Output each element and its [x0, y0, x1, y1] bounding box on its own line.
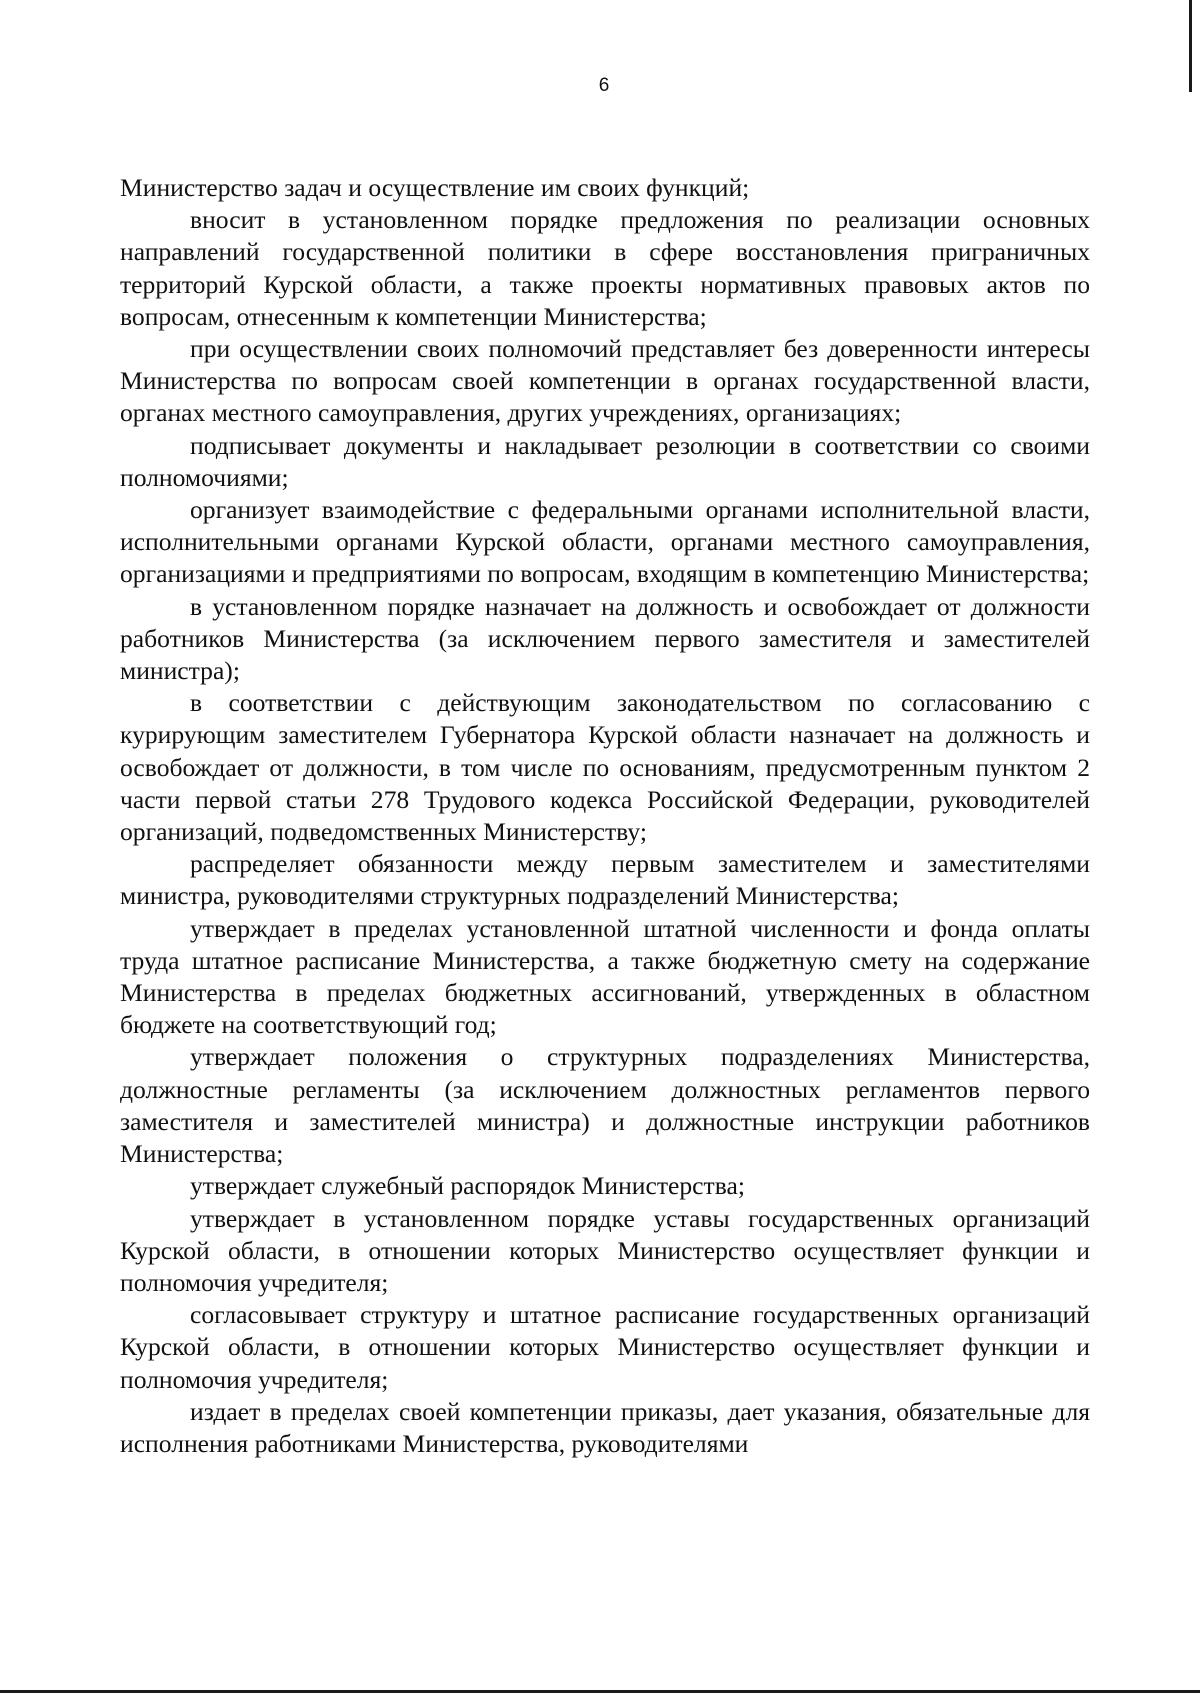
paragraph: утверждает положения о структурных подразделениях Министерства, должностные регламенты (за исключением должностных регламентов первого заместителя и заместителей министра) и должностные инструкции работников Министерства;: [120, 1042, 1090, 1169]
paragraph: при осуществлении своих полномочий представляет без доверенности интересы Министерства по вопросам своей компетенции в органах государственной власти, органах местного самоуправления, других учреждениях, организациях;: [120, 334, 1090, 428]
paragraph: согласовывает структуру и штатное расписание государственных организаций Курской области, в отношении которых Министерство осуществляет функции и полномочия учредителя;: [120, 1300, 1090, 1394]
paragraph: утверждает в пределах установленной штатной численности и фонда оплаты труда штатное расписание Министерства, а также бюджетную смету на содержание Министерства в пределах бюджетных ассигнований, утвержденных в областном бюджете на соответствующий год;: [120, 913, 1090, 1040]
paragraph: утверждает в установленном порядке уставы государственных организаций Курской области, в отношении которых Министерство осуществляет функции и полномочия учредителя;: [120, 1203, 1090, 1297]
paragraph: утверждает служебный распорядок Министерства;: [190, 1171, 745, 1201]
paragraph: издает в пределах своей компетенции приказы, дает указания, обязательные для исполнения работниками Министерства, руководителями: [120, 1396, 1090, 1458]
paragraph: подписывает документы и накладывает резолюции в соответствии со своими полномочиями;: [120, 430, 1090, 492]
paragraph: вносит в установленном порядке предложения по реализации основных направлений государственной политики в сфере восстановления приграничных территорий Курской области, а также проекты нормативных правовых актов по вопросам, отнесенным к компетенции Министерства;: [120, 205, 1090, 331]
page-number: 6: [598, 75, 610, 96]
paragraph: организует взаимодействие с федеральными органами исполнительной власти, исполнительными органами Курской области, органами местного самоуправления, организациями и предприятиями по вопросам, входящим в компетенцию Министерства;: [120, 495, 1090, 589]
paragraph: в установленном порядке назначает на должность и освобождает от должности работников Министерства (за исключением первого заместителя и заместителей министра);: [120, 591, 1090, 686]
scan-edge-line-bottom: [0, 1690, 1200, 1693]
paragraph: распределяет обязанности между первым заместителем и заместителями министра, руководителями структурных подразделений Министерства;: [120, 849, 1090, 911]
paragraph: в соответствии с действующим законодательством по согласованию с курирующим заместителем Губернатора Курской области назначает на должность и освобождает от должности, в том числе по основаниям, предусмотренным пунктом 2 части первой статьи 278 Трудового кодекса Российской Федерации, руководителей организаций, подведомственных Министерству;: [120, 688, 1090, 847]
document-body: [120, 172, 1090, 1460]
paragraph-continuation: Министерство задач и осуществление им своих функций;: [120, 173, 750, 202]
